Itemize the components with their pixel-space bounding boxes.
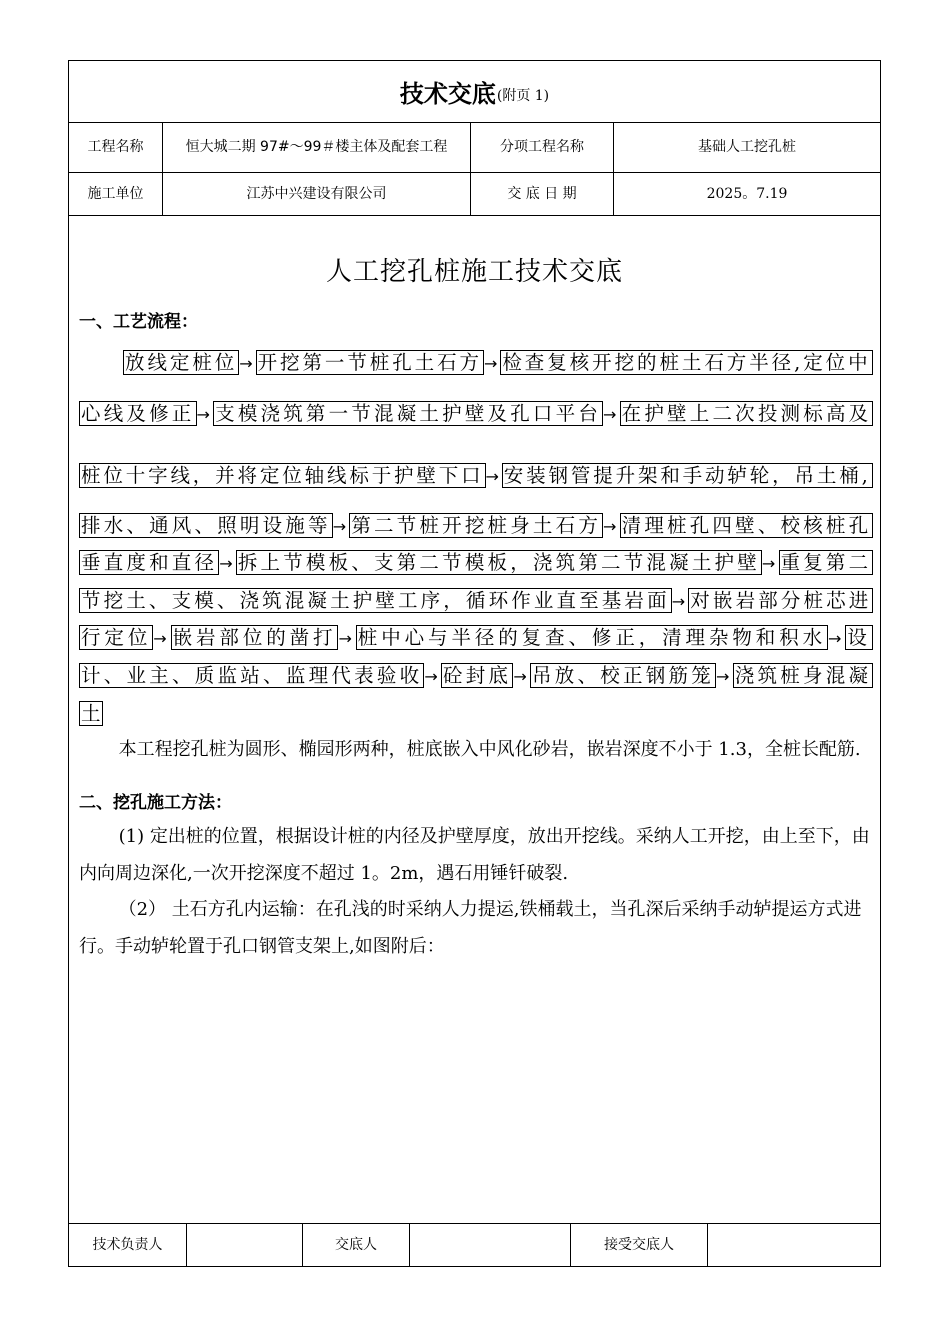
info-row-project: [69, 123, 880, 173]
discloser-signature: [410, 1224, 571, 1267]
flow-arrow: →: [484, 354, 501, 373]
document-frame: [68, 60, 881, 1267]
flow-arrow: →: [153, 629, 171, 648]
flow-step: 清理桩孔四壁、校核桩孔: [621, 514, 872, 537]
flow-line: [79, 585, 873, 613]
flow-step: 设: [847, 626, 871, 649]
signature-row: [69, 1223, 880, 1267]
document-title: 人工挖孔桩施工技术交底: [325, 257, 623, 287]
method-2-text: （2） 土石方孔内运输：在孔浅的时采纳人力提运,铁桶载土，当孔深后采纳手动轳提运方式进行。手动轳轮置于孔口钢管支架上,如图附后：: [79, 899, 862, 957]
flow-step: 节挖土、支模、浇筑混凝土护壁工序，循环作业直至基岩面: [81, 589, 670, 612]
page-title-suffix: (附页 1): [496, 87, 550, 104]
flow-step: 排水、通风、照明设施等: [81, 514, 331, 537]
method-1-text: (1) 定出桩的位置，根据设计桩的内径及护壁厚度，放出开挖线。采纳人工开挖，由上至下，由内向周边深化,一次开挖深度不超过 1。2m，遇石用锤钎破裂.: [79, 826, 870, 884]
project-name-label: 工程名称: [69, 123, 163, 172]
flow-arrow: →: [671, 592, 689, 611]
section-heading-process: 一、工艺流程：: [79, 312, 198, 332]
flow-step: 检查复核开挖的桩土石方半径,定位中: [502, 351, 871, 374]
flow-step: 支模浇筑第一节混凝土护壁及孔口平台: [215, 402, 602, 425]
date-label: 交 底 日 期: [471, 173, 614, 215]
paragraph-method-1: [79, 818, 873, 892]
flow-arrow: →: [338, 629, 356, 648]
date-value: 2025。7.19: [706, 185, 788, 202]
project-name-value: 恒大城二期 97#～99＃楼主体及配套工程: [163, 123, 471, 172]
pile-info-text: 本工程挖孔桩为圆形、椭园形两种，桩底嵌入中风化砂岩，嵌岩深度不小于 1.3，全桩长配筋.: [118, 739, 861, 760]
subproject-value: 基础人工挖孔桩: [698, 139, 796, 155]
flow-step: 对嵌岩部分桩芯进: [690, 589, 872, 612]
flow-step: 垂直度和直径: [81, 551, 218, 574]
flow-line: [79, 660, 873, 688]
flow-line: [79, 547, 873, 575]
flow-line: [123, 347, 873, 375]
flow-step: 浇筑桩身混凝: [734, 664, 872, 687]
subproject-label: 分项工程名称: [471, 123, 614, 172]
flow-step: 计、业主、质监站、监理代表验收: [81, 664, 423, 687]
page-title: 技术交底: [399, 80, 496, 108]
flow-step: 安装钢管提升架和手动轳轮，吊土桶,: [503, 464, 871, 487]
receiver-signature: [708, 1224, 880, 1267]
flow-arrow: →: [424, 667, 442, 686]
paragraph-method-2: [79, 891, 873, 965]
flow-step: 嵌岩部位的凿打: [172, 626, 337, 649]
contractor-value: 江苏中兴建设有限公司: [163, 173, 471, 215]
tech-lead-label: 技术负责人: [69, 1224, 187, 1267]
flow-arrow: →: [603, 517, 620, 536]
paragraph-pile-info: [79, 737, 873, 763]
flow-arrow: →: [196, 405, 214, 424]
flow-line: [79, 622, 873, 650]
flow-step: 第二节桩开挖桩身土石方: [351, 514, 602, 537]
discloser-label: 交底人: [303, 1224, 410, 1267]
flow-step: 桩位十字线，并将定位轴线标于护壁下口: [81, 464, 484, 487]
flow-step: 土: [81, 702, 101, 725]
flow-arrow: →: [603, 405, 620, 424]
flow-arrow: →: [239, 354, 256, 373]
flow-step: 在护壁上二次投测标高及: [621, 402, 872, 425]
flow-arrow: →: [332, 517, 350, 536]
receiver-label: 接受交底人: [571, 1224, 708, 1267]
flow-step: 拆上节模板、支第二节模板，浇筑第二节混凝土护壁: [237, 551, 760, 574]
flow-arrow: →: [716, 667, 733, 686]
flow-arrow: →: [761, 554, 779, 573]
flow-step: 心线及修正: [81, 402, 195, 425]
info-row-contractor: [69, 173, 880, 216]
flow-step: 开挖第一节桩孔土石方: [257, 351, 482, 374]
flow-step: 行定位: [81, 626, 152, 649]
flow-step: 重复第二: [780, 551, 872, 574]
flow-line: [79, 460, 873, 488]
flow-line: [79, 698, 103, 726]
flow-arrow: →: [828, 629, 846, 648]
flow-line: [79, 510, 873, 538]
flow-line: [79, 398, 873, 426]
flow-arrow: →: [513, 667, 530, 686]
flow-arrow: →: [485, 467, 502, 486]
flow-arrow: →: [219, 554, 236, 573]
flow-step: 放线定桩位: [125, 351, 238, 374]
flow-step: 吊放、校正钢筋笼: [531, 664, 715, 687]
tech-lead-signature: [187, 1224, 303, 1267]
flow-step: 桩中心与半径的复查、修正，清理杂物和积水: [357, 626, 827, 649]
flow-step: 砼封底: [443, 664, 512, 687]
header-title-row: [69, 61, 880, 123]
contractor-label: 施工单位: [69, 173, 163, 215]
section-heading-method: 二、挖孔施工方法：: [79, 793, 232, 813]
